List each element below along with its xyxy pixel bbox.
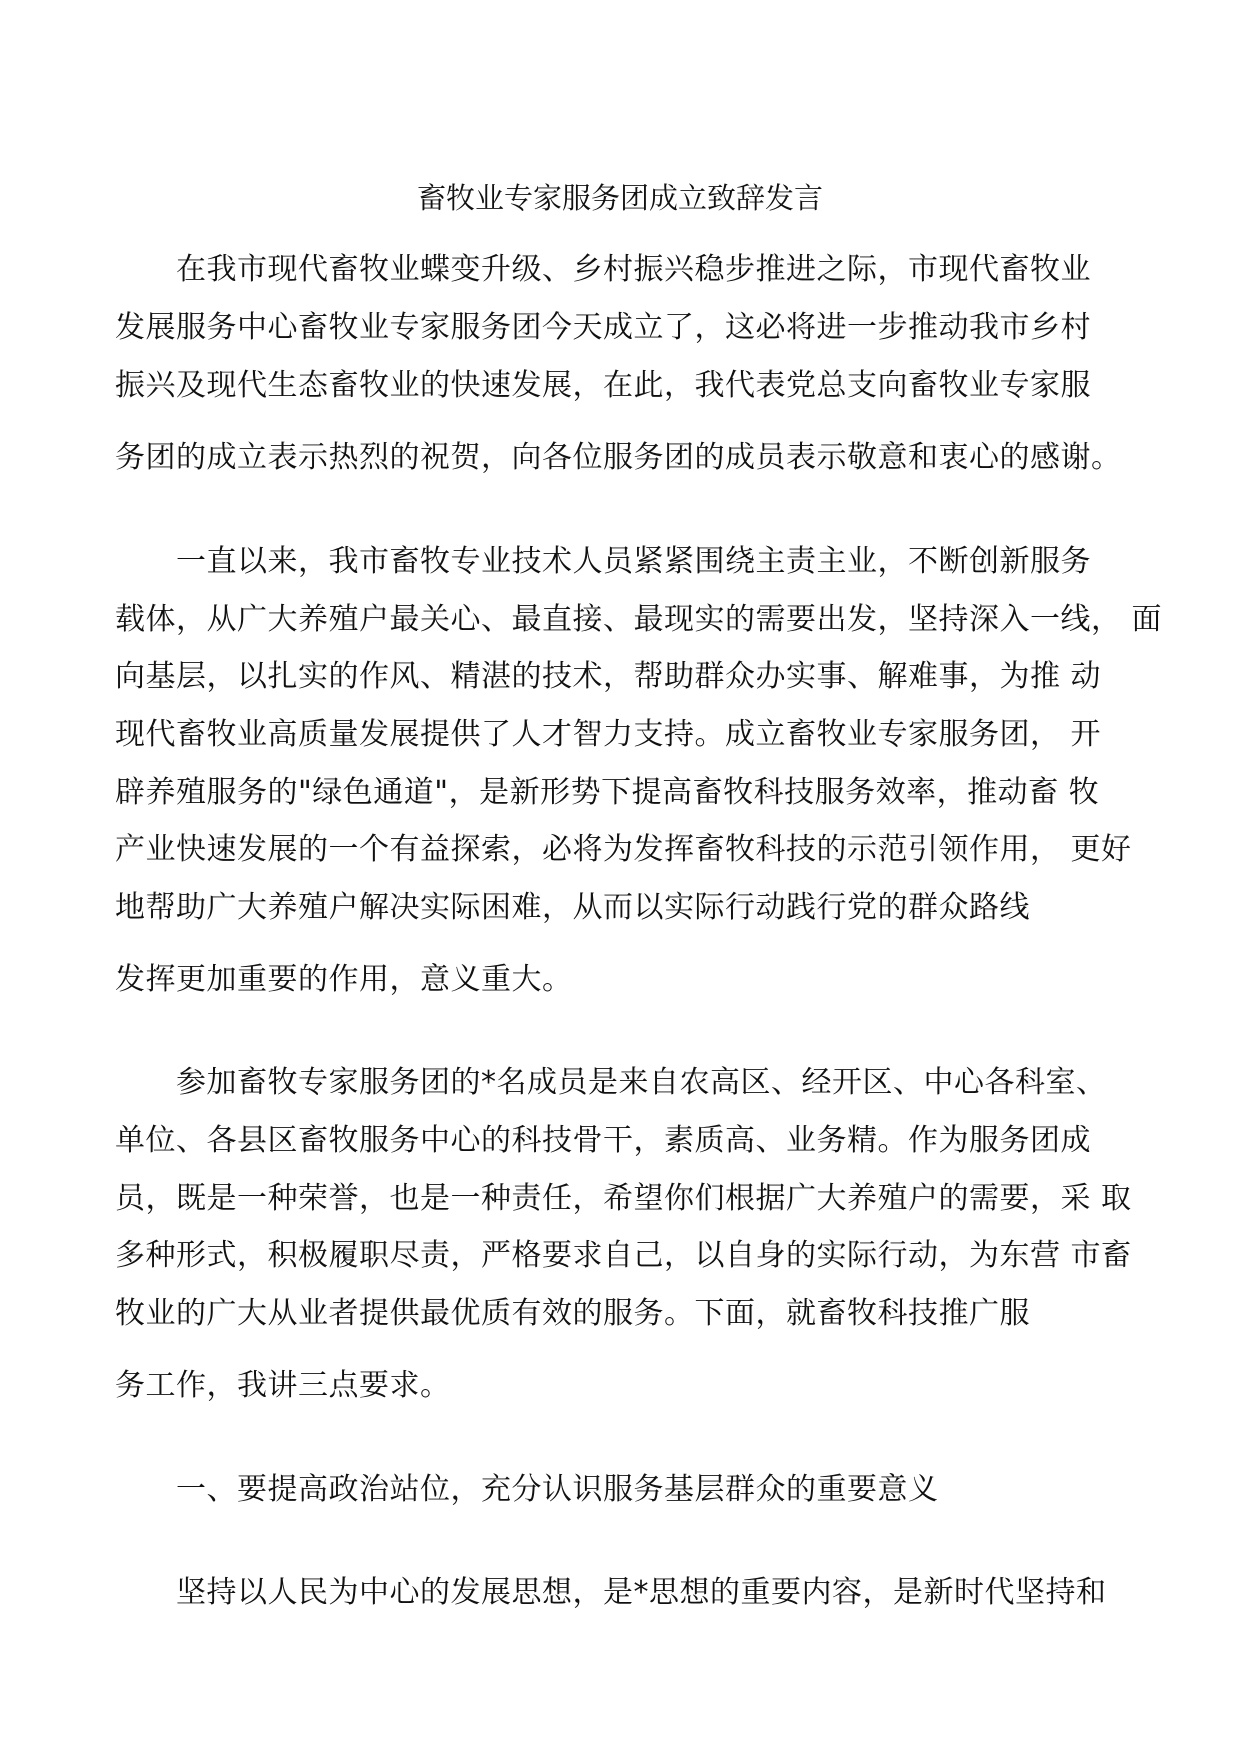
paragraph-5-line-1: 坚持以人民为中心的发展思想，是*思想的重要内容，是新时代坚持和	[176, 1575, 1107, 1610]
paragraph-2-line-7: 地帮助广大养殖户解决实际困难，从而以实际行动践行党的群众路线	[115, 890, 1030, 925]
paragraph-2-line-2: 载体，从广大养殖户最关心、最直接、最现实的需要出发，坚持深入一线， 面	[115, 602, 1163, 637]
paragraph-3-line-2: 单位、各县区畜牧服务中心的科技骨干，素质高、业务精。作为服务团成	[115, 1123, 1091, 1158]
paragraph-3-line-1: 参加畜牧专家服务团的*名成员是来自农高区、经开区、中心各科室、	[176, 1065, 1107, 1100]
paragraph-1-line-2: 发展服务中心畜牧业专家服务团今天成立了，这必将进一步推动我市乡村	[115, 310, 1091, 345]
paragraph-1-line-4: 务团的成立表示热烈的祝贺，向各位服务团的成员表示敬意和衷心的感谢。	[115, 440, 1122, 475]
paragraph-3-line-6: 务工作，我讲三点要求。	[115, 1368, 451, 1403]
section-heading-1: 一、要提高政治站位，充分认识服务基层群众的重要意义	[176, 1472, 939, 1507]
paragraph-2-line-6: 产业快速发展的一个有益探索，必将为发挥畜牧科技的示范引领作用， 更好	[115, 832, 1132, 867]
paragraph-3-line-3: 员，既是一种荣誉，也是一种责任，希望你们根据广大养殖户的需要，采 取	[115, 1181, 1132, 1216]
paragraph-2-line-8: 发挥更加重要的作用，意义重大。	[115, 962, 573, 997]
paragraph-2-line-3: 向基层，以扎实的作风、精湛的技术，帮助群众办实事、解难事，为推 动	[115, 659, 1102, 694]
paragraph-1-line-3: 振兴及现代生态畜牧业的快速发展，在此，我代表党总支向畜牧业专家服	[115, 368, 1091, 403]
paragraph-1-line-1: 在我市现代畜牧业蝶变升级、乡村振兴稳步推进之际，市现代畜牧业	[176, 252, 1091, 287]
paragraph-2-line-5: 辟养殖服务的"绿色通道"，是新形势下提高畜牧科技服务效率，推动畜 牧	[115, 775, 1100, 810]
paragraph-3-line-4: 多种形式，积极履职尽责，严格要求自己，以自身的实际行动，为东营 市畜	[115, 1238, 1132, 1273]
paragraph-2-line-4: 现代畜牧业高质量发展提供了人才智力支持。成立畜牧业专家服务团， 开	[115, 717, 1102, 752]
paragraph-2-line-1: 一直以来，我市畜牧专业技术人员紧紧围绕主责主业，不断创新服务	[176, 544, 1091, 579]
paragraph-3-line-5: 牧业的广大从业者提供最优质有效的服务。下面，就畜牧科技推广服	[115, 1296, 1030, 1331]
document-title: 畜牧业专家服务团成立致辞发言	[416, 181, 823, 215]
